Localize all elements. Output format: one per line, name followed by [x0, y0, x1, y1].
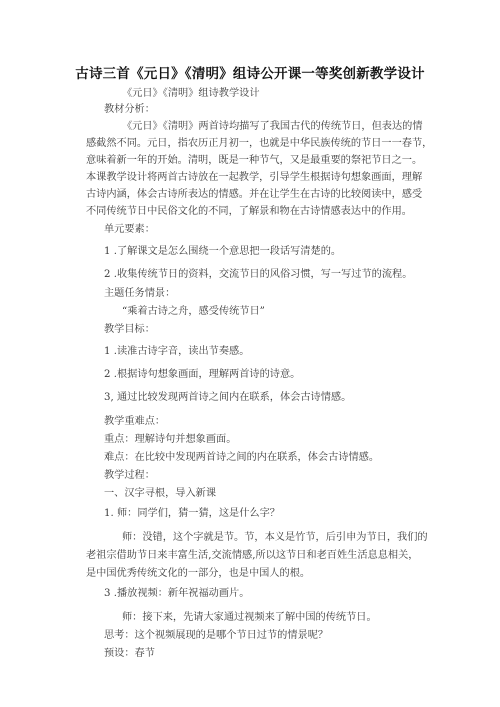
heading-key-points: 教学重难点：: [104, 416, 166, 427]
list-item: 3 .播放视频：新年祝福动画片。: [104, 588, 250, 599]
heading-process: 教学过程：: [104, 470, 155, 481]
heading-task-scene: 主题任务情景：: [104, 288, 176, 299]
paragraph-line: 古诗内涵，体会古诗所表达的情感。并在让学生在古诗的比较阅读中，感受: [86, 189, 423, 200]
section-heading: 一、汉字寻根，导入新课: [104, 488, 217, 499]
heading-unit-elements: 单元要素：: [104, 224, 155, 235]
list-item: 1. 师：同学们，猜一猜，这是什么字？: [104, 508, 280, 519]
paragraph-line: 意味着新一年的开始。清明，既是一种节气，又是最重要的祭祀节日之一。: [86, 155, 423, 166]
list-item: 2 .根据诗句想象画面，理解两首诗的诗意。: [104, 369, 301, 380]
heading-analysis: 教材分析：: [104, 104, 155, 115]
list-item: 3, 通过比较发现两首诗之间内在联系，体会古诗情感。: [104, 392, 352, 403]
list-item: 2 .收集传统节日的资料，交流节日的风俗习惯，写一写过节的流程。: [104, 269, 413, 280]
paragraph-line: 本课教学设计将两首古诗放在一起教学，引导学生根据诗句想象画面，理解: [86, 172, 423, 183]
paragraph-line: 师：没错，这个字就是节。节，本义是竹节，后引申为节日，我们的: [122, 532, 428, 543]
paragraph-line: 老祖宗借助节日来丰富生活,交流情感,所以这节日和老百姓生活息息相关，: [86, 550, 419, 561]
key-point: 重点：理解诗句并想象画面。: [104, 434, 237, 445]
difficult-point: 难点：在比较中发现两首诗之间的内在联系，体会古诗情感。: [104, 452, 380, 463]
task-scene-quote: “乘着古诗之舟，感受传统节日”: [122, 306, 265, 317]
paragraph-line: 预设：春节: [104, 648, 155, 659]
paragraph-line: 是中国优秀传统文化的一部分，也是中国人的根。: [86, 568, 311, 579]
list-item: 1 .了解课文是怎么围绕一个意思把一段话写清楚的。: [104, 246, 342, 257]
subtitle: 《元日》《清明》组诗教学设计: [122, 88, 260, 99]
paragraph-line: 感截然不同。元日，指农历正月初一，也就是中华民族传统的节日一一春节，: [86, 138, 433, 149]
paragraph-line: 不同传统节日中民俗文化的不同，了解景和物在古诗情感表达中的作用。: [86, 206, 412, 217]
list-item: 1 .读准古诗字音，读出节奏感。: [104, 346, 250, 357]
paragraph-line: 《元日》《清明》两首诗均描写了我国古代的传统节日，但表达的情: [122, 121, 423, 132]
paragraph-line: 师：接下来，先请大家通过视频来了解中国的传统节日。: [122, 612, 377, 623]
heading-objectives: 教学目标：: [104, 324, 155, 335]
paragraph-line: 思考：这个视频展现的是哪个节日过节的情景呢？: [104, 630, 329, 641]
document-title: 古诗三首《元日》《清明》组诗公开课一等奖创新教学设计: [75, 66, 425, 82]
